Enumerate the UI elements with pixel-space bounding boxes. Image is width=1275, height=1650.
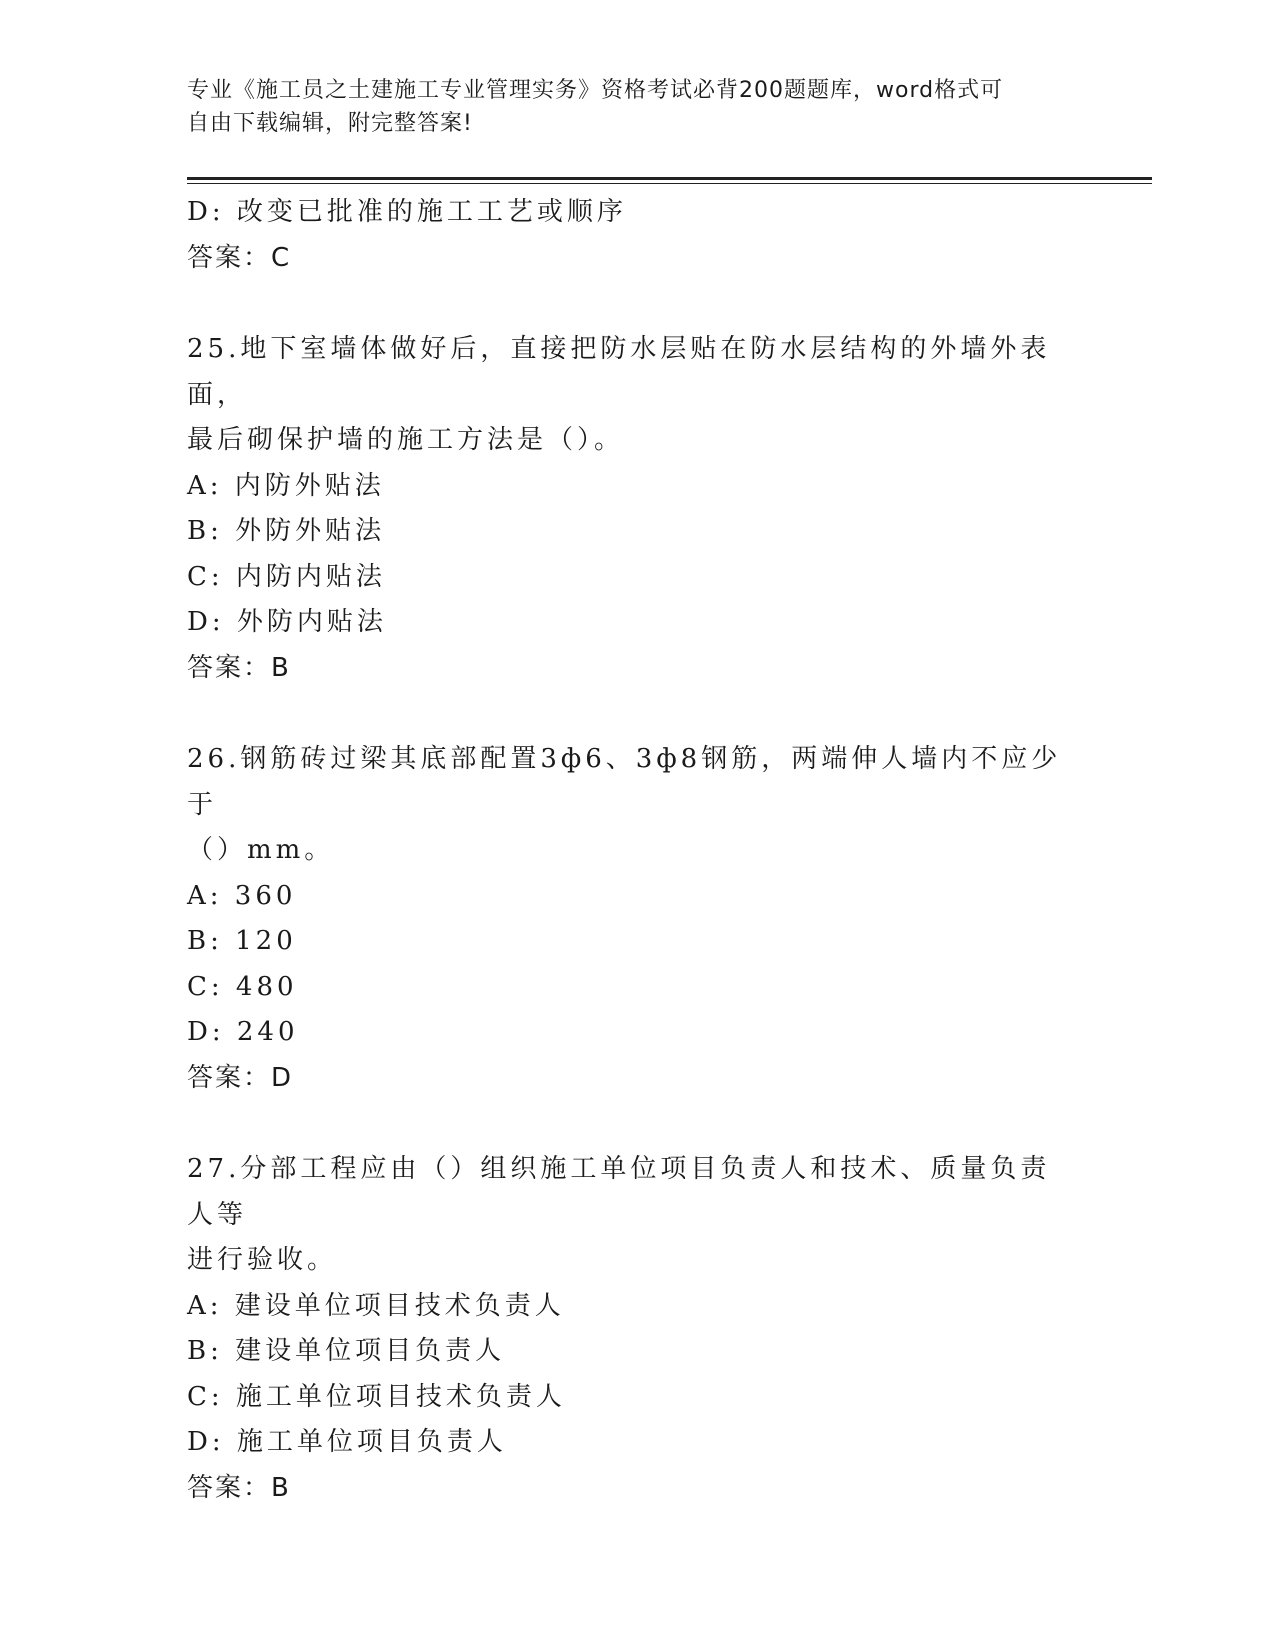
option-c: C: 施工单位项目技术负责人 [187,1381,566,1412]
option-c: C: 内防内贴法 [187,561,386,592]
question-stem-line-2: 最后砌保护墙的施工方法是（）。 [187,425,625,455]
question-27 [187,1147,1087,1511]
option-c: C: 480 [187,971,298,1002]
question-list [187,190,1087,1511]
question-stem [187,737,1067,874]
header-line-2: 自由下载编辑，附完整答案! [187,111,473,136]
option-b: B: 外防外贴法 [187,516,386,546]
option-d: D: 施工单位项目负责人 [187,1427,507,1457]
option-a: A: 建设单位项目技术负责人 [187,1290,565,1321]
option-b: B: 120 [187,926,297,956]
question-stem [187,327,1067,464]
option-a: A: 360 [187,880,297,911]
answer-line: 答案：B [187,1472,291,1503]
answer-line: 答案：D [187,1062,294,1093]
document-header [187,74,1067,140]
question-stem-line-1: 26.钢筋砖过梁其底部配置3ф6、3ф8钢筋，两端伸人墙内不应少于 [187,744,1062,820]
question-25 [187,327,1087,691]
previous-question-tail [187,190,1087,281]
header-divider-thin [187,183,1152,184]
question-stem-line-2: （）mm。 [187,835,335,865]
question-stem [187,1147,1067,1284]
header-line-1: 专业《施工员之土建施工专业管理实务》资格考试必背200题题库，word格式可 [187,78,1004,103]
question-stem-line-1: 25.地下室墙体做好后，直接把防水层贴在防水层结构的外墙外表面， [187,334,1051,410]
header-divider-thick [187,177,1152,180]
question-stem-line-2: 进行验收。 [187,1245,338,1275]
question-26 [187,737,1087,1101]
question-stem-line-1: 27.分部工程应由（）组织施工单位项目负责人和技术、质量负责人等 [187,1154,1051,1230]
answer-line: 答案：C [187,242,292,273]
option-d: D: 240 [187,1017,299,1047]
option-a: A: 内防外贴法 [187,470,385,501]
answer-line: 答案：B [187,652,291,683]
option-b: B: 建设单位项目负责人 [187,1336,506,1366]
option-d: D: 外防内贴法 [187,607,387,637]
option-d: D: 改变已批准的施工工艺或顺序 [187,197,627,227]
